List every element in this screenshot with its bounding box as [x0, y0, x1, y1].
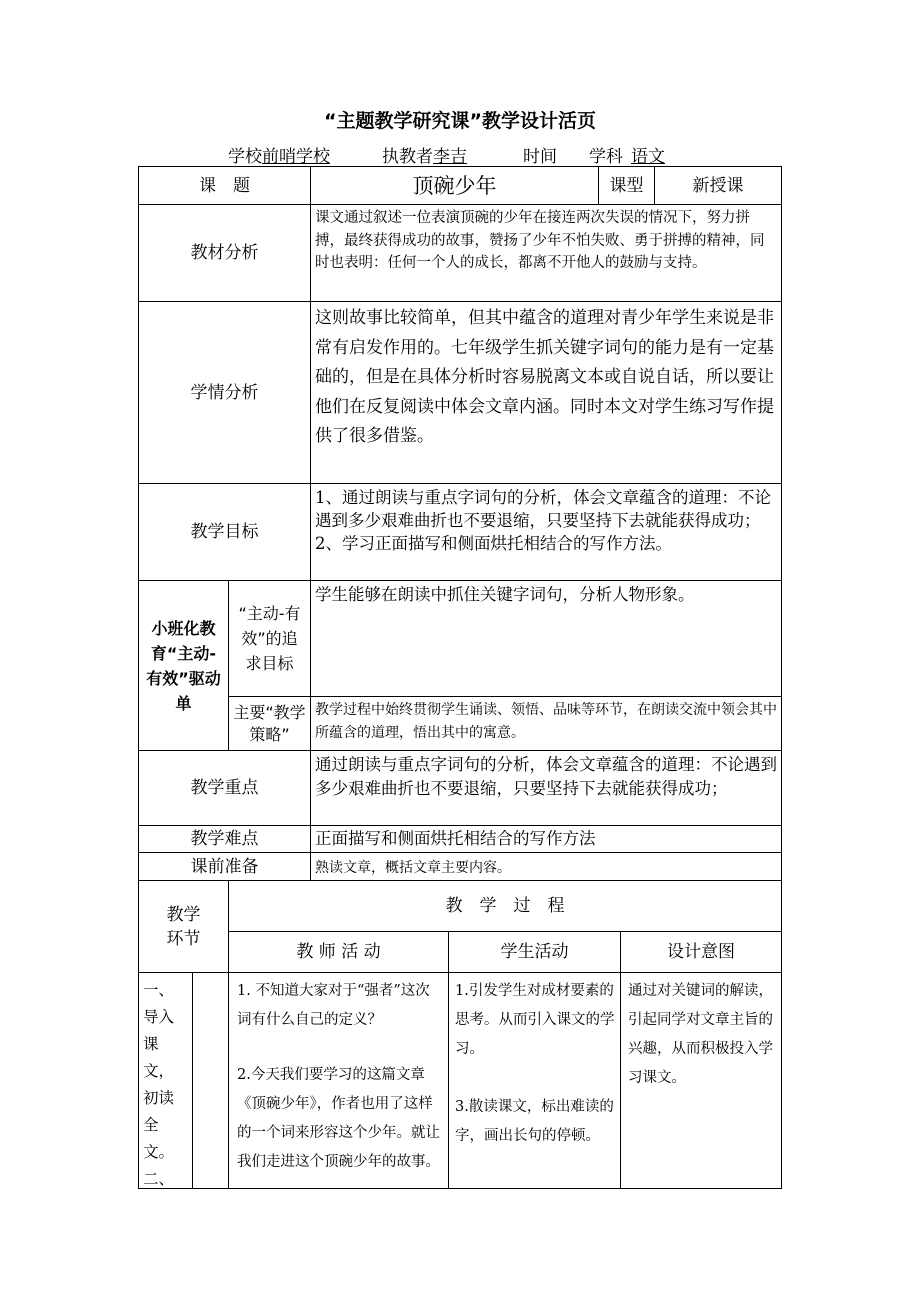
- type-label: 课型: [598, 166, 655, 205]
- difficulty-label: 教学难点: [138, 825, 311, 853]
- subject-label: 学科: [589, 147, 623, 167]
- prep-label: 课前准备: [138, 852, 311, 881]
- prep-value: 熟读文章，概括文章主要内容。: [310, 852, 782, 881]
- student-activity-3: 3.散读课文，标出难读的字，画出长句的停顿。: [455, 1099, 614, 1144]
- type-value: 新授课: [654, 166, 782, 205]
- stage-next: 二、: [143, 1170, 175, 1188]
- teacher-header: 教 师 活 动: [228, 931, 449, 973]
- intent-header: 设计意图: [620, 931, 782, 973]
- teacher-activity-2: 2.今天我们要学习的这篇文章《顶碗少年》，作者也用了这样的一个词来形容这个少年。就让我们走进这个顶碗少年的故事。: [237, 1067, 440, 1170]
- school-value: 前哨学校: [262, 147, 330, 167]
- student-cell: [448, 972, 621, 1189]
- topic-value: 顶碗少年: [310, 166, 599, 205]
- teacher-value: 李吉: [433, 147, 467, 167]
- process-header: 教 学 过 程: [228, 880, 782, 932]
- page-title: “主题教学研究课”教学设计活页: [324, 110, 596, 132]
- drive-label: 小班化教育“主动-有效”驱动单: [138, 580, 229, 751]
- stage-blank-cell: [192, 972, 229, 1189]
- key-label: 教学重点: [138, 750, 311, 826]
- student-header: 学生活动: [448, 931, 621, 973]
- time-label: 时间: [523, 147, 557, 167]
- material-label: 教材分析: [138, 204, 311, 302]
- stage-header: 教学环节: [138, 880, 229, 973]
- topic-label: 课 题: [138, 166, 311, 205]
- strategy-value: 教学过程中始终贯彻学生诵读、领悟、品味等环节，在朗读交流中领会其中所蕴含的道理，悟出其中的寓意。: [310, 696, 782, 751]
- teacher-activity-1: 1. 不知道大家对于“强者”这次词有什么自己的定义？: [237, 983, 430, 1028]
- pursuit-value: 学生能够在朗读中抓住关键字词句，分析人物形象。: [310, 580, 782, 697]
- student-activity-1: 1.引发学生对成材要素的思考。从而引入课文的学习。: [455, 983, 615, 1057]
- school-label: 学校: [228, 147, 262, 167]
- subject-value: 语文: [631, 147, 665, 167]
- stage-text: 一、导入课文，初读全文。: [143, 981, 175, 1161]
- goals-cell: [310, 483, 782, 581]
- strategy-label: 主要“教学策略”: [228, 696, 311, 751]
- teacher-label: 执教者: [382, 147, 433, 167]
- difficulty-value: 正面描写和侧面烘托相结合的写作方法: [310, 825, 782, 853]
- goals-item-1: 1、通过朗读与重点字词句的分析，体会文章蕴含的道理：不论遇到多少艰难曲折也不要退缩，只要坚持下去就能获得成功；: [315, 488, 771, 530]
- stage-cell: [138, 972, 193, 1189]
- teacher-cell: [228, 972, 449, 1189]
- students-label: 学情分析: [138, 301, 311, 484]
- goals-item-2: 2、学习正面描写和侧面烘托相结合的写作方法。: [315, 534, 672, 553]
- pursuit-label: “主动-有效”的追求目标: [228, 580, 311, 697]
- material-value: 课文通过叙述一位表演顶碗的少年在接连两次失误的情况下，努力拼搏，最终获得成功的故事，赞扬了少年不怕失败、勇于拼搏的精神，同时也表明：任何一个人的成长，都离不开他人的鼓励与支持。: [310, 204, 782, 302]
- intent-cell: 通过对关键词的解读，引起同学对文章主旨的兴趣，从而积极投入学习课文。: [620, 972, 782, 1189]
- key-value: 通过朗读与重点字词句的分析，体会文章蕴含的道理：不论遇到多少艰难曲折也不要退缩，只要坚持下去就能获得成功；: [310, 750, 782, 826]
- students-value: 这则故事比较简单，但其中蕴含的道理对青少年学生来说是非常有启发作用的。七年级学生抓关键字词句的能力是有一定基础的，但是在具体分析时容易脱离文本或自说自话，所以要让他们在反复阅读中体会文章内涵。同时本文对学生练习写作提供了很多借鉴。: [310, 301, 782, 484]
- goals-label: 教学目标: [138, 483, 311, 581]
- meta-line: [228, 142, 703, 167]
